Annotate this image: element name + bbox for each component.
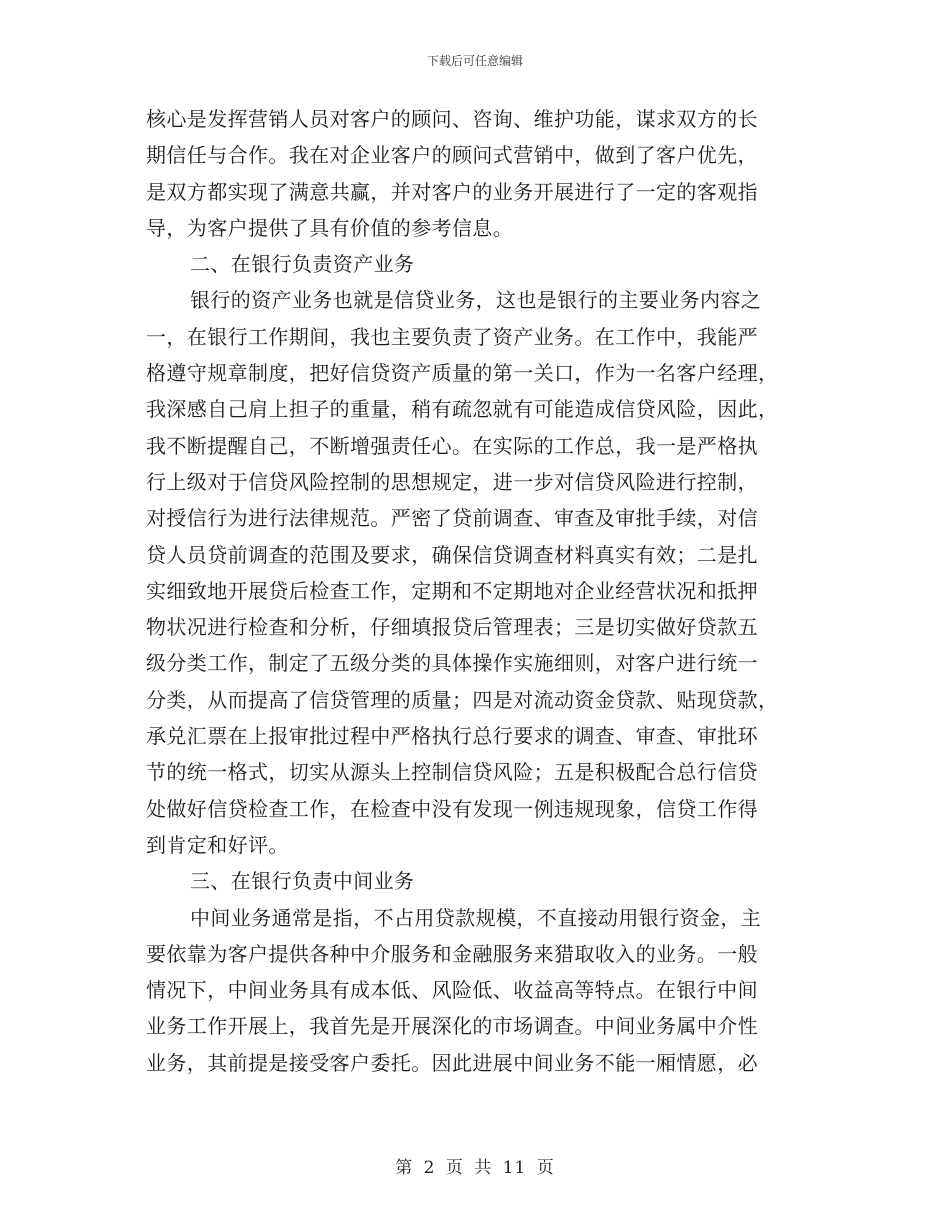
page-footer: 第 2 页 共 11 页 (395, 1158, 555, 1178)
text-line: 三、在银行负责中间业务 (190, 869, 415, 894)
text-line: 二、在银行负责资产业务 (190, 252, 415, 277)
text-line: 我不断提醒自己，不断增强责任心。在实际的工作总，我一是严格执 (146, 433, 758, 458)
text-line: 银行的资产业务也就是信贷业务，这也是银行的主要业务内容之 (190, 288, 762, 313)
body-text (146, 101, 804, 1081)
text-line: 业务工作开展上，我首先是开展深化的市场调查。中间业务属中介性 (146, 1014, 758, 1039)
text-line: 导，为客户提供了具有价值的参考信息。 (146, 215, 514, 240)
text-line: 对授信行为进行法律规范。严密了贷前调查、审查及审批手续，对信 (146, 506, 758, 531)
text-line: 承兑汇票在上报审批过程中严格执行总行要求的调查、审查、审批环 (146, 724, 758, 749)
text-line: 中间业务通常是指，不占用贷款规模，不直接动用银行资金，主 (190, 905, 762, 930)
text-line: 物状况进行检查和分析，仔细填报贷后管理表；三是切实做好贷款五 (146, 615, 758, 640)
text-line: 核心是发挥营销人员对客户的顾问、咨询、维护功能，谋求双方的长 (146, 107, 758, 131)
text-line: 我深感自己肩上担子的重量，稍有疏忽就有可能造成信贷风险，因此， (146, 397, 779, 422)
text-line: 分类，从而提高了信贷管理的质量；四是对流动资金贷款、贴现贷款， (146, 687, 779, 712)
text-line: 级分类工作，制定了五级分类的具体操作实施细则，对客户进行统一 (146, 651, 758, 676)
text-line: 贷人员贷前调查的范围及要求，确保信贷调查材料真实有效；二是扎 (146, 542, 758, 567)
text-line: 节的统一格式，切实从源头上控制信贷风险；五是积极配合总行信贷 (146, 760, 758, 785)
text-line: 处做好信贷检查工作，在检查中没有发现一例违规现象，信贷工作得 (146, 796, 758, 821)
page-header: 下载后可任意编辑 (426, 54, 523, 68)
text-line: 行上级对于信贷风险控制的思想规定，进一步对信贷风险进行控制， (146, 469, 758, 494)
text-line: 要依靠为客户提供各种中介服务和金融服务来猎取收入的业务。一般 (146, 941, 758, 966)
text-line: 一，在银行工作期间，我也主要负责了资产业务。在工作中，我能严 (146, 324, 758, 349)
text-line: 情况下，中间业务具有成本低、风险低、收益高等特点。在银行中间 (146, 978, 758, 1003)
text-line: 到肯定和好评。 (146, 832, 289, 857)
text-line: 实细致地开展贷后检查工作，定期和不定期地对企业经营状况和抵押 (146, 578, 758, 603)
text-line: 期信任与合作。我在对企业客户的顾问式营销中，做到了客户优先， (146, 143, 758, 168)
text-line: 是双方都实现了满意共赢，并对客户的业务开展进行了一定的客观指 (146, 179, 758, 204)
text-line: 格遵守规章制度，把好信贷资产质量的第一关口，作为一名客户经理， (146, 361, 779, 386)
text-line: 业务，其前提是接受客户委托。因此进展中间业务不能一厢情愿，必 (146, 1050, 758, 1075)
